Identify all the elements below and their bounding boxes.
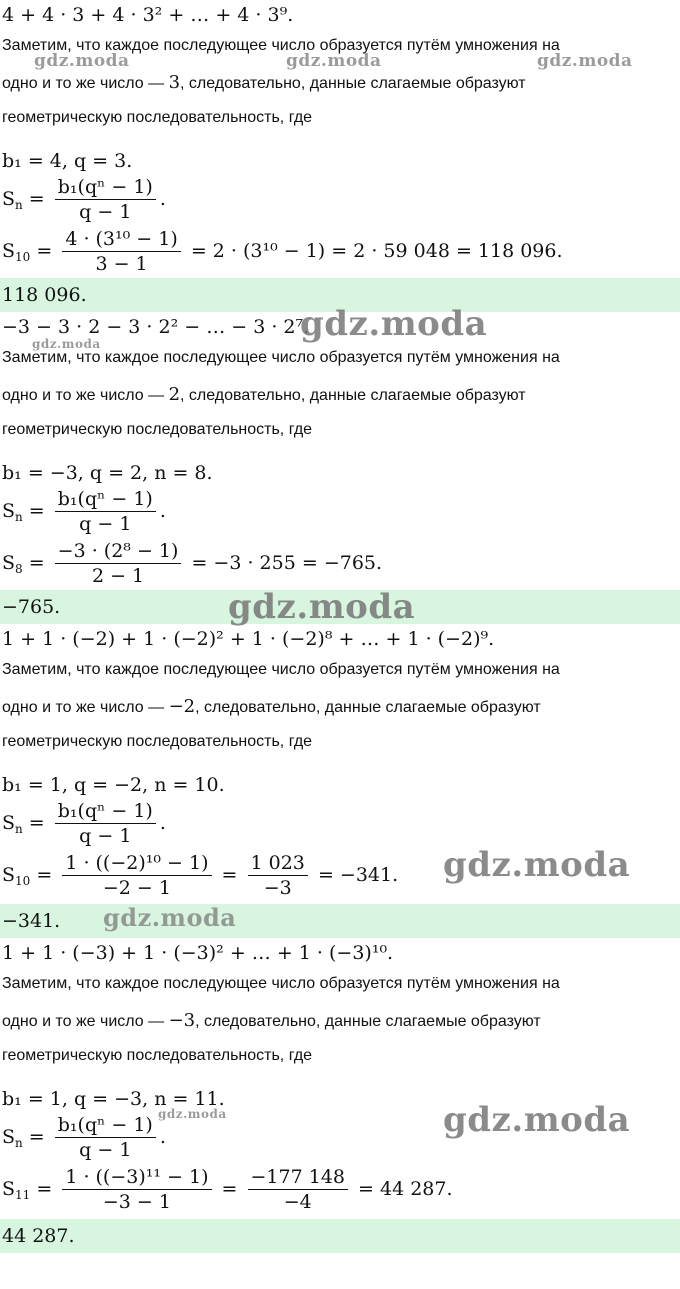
sum-sub: 10	[15, 250, 31, 264]
note-3-line3: геометрическую последовательность, где	[2, 733, 313, 750]
multiplier-1: 3	[168, 72, 181, 93]
watermark: gdz.moda	[158, 1107, 227, 1121]
formula-1: $S_n$ = $\frac{\text{b₁(qⁿ − 1)}}{q - 1}$ .	[2, 176, 166, 223]
note-1-line1: Заметим, что каждое последующее число образуется путём умножения на	[2, 37, 560, 54]
params-4: b₁ = 1, q = −3, n = 11.	[2, 1088, 225, 1110]
sum-numerator-simplified: −177 148	[248, 1168, 349, 1190]
sum-label: S	[2, 1178, 16, 1200]
formula-lhs-sub: n	[15, 510, 23, 524]
sum-denominator: 3 − 1	[95, 253, 148, 275]
params-3: b₁ = 1, q = −2, n = 10.	[2, 774, 225, 796]
watermark: gdz.moda	[300, 304, 488, 344]
formula-denominator: q − 1	[79, 1139, 132, 1161]
note-1-line3: геометрическую последовательность, где	[2, 109, 313, 126]
formula-denominator: q − 1	[79, 201, 132, 223]
formula-lhs-sub: n	[15, 198, 23, 212]
watermark: gdz.moda	[443, 1100, 631, 1140]
sum-fraction-simplified	[248, 1168, 349, 1212]
formula-lhs: S	[2, 188, 16, 210]
note-1-line2	[2, 74, 526, 92]
answer-band-3	[0, 904, 680, 938]
series-4: 1 + 1 · (−3) + 1 · (−3)² + … + 1 · (−3)¹⁰.	[2, 942, 394, 964]
sum-numerator: 1 · ((−2)¹⁰ − 1)	[62, 854, 211, 876]
sum-sub: 8	[15, 562, 23, 576]
sum-sub: 11	[15, 1188, 31, 1202]
sum-fraction-simplified	[248, 854, 308, 898]
watermark: gdz.moda	[32, 337, 101, 351]
series-1: 4 + 4 · 3 + 4 · 3² + … + 4 · 3⁹.	[2, 4, 294, 26]
answer-2: −765.	[2, 596, 61, 618]
sum-numerator-simplified: 1 023	[248, 854, 308, 876]
sum-4: $S_{11}$ = $\frac{\text{1 · ((−3)¹¹ − 1)}}{-3 - 1}$ = $\frac{-177 148}{-4}$ = 44 287.	[2, 1166, 453, 1213]
note-prefix: одно и то же число —	[2, 75, 169, 92]
formula-numerator: b₁(qⁿ − 1)	[55, 802, 156, 824]
sum-3: $S_{10}$ = $\frac{\text{1 · ((−2)¹⁰ − 1)}}{-2 - 1}$ = $\frac{1 023}{-3}$ = −341.	[2, 852, 399, 899]
sum-denominator-simplified: −4	[283, 1191, 312, 1213]
sum-denominator: 2 − 1	[91, 565, 145, 587]
note-4-line1: Заметим, что каждое последующее число образуется путём умножения на	[2, 975, 560, 992]
sum-label: S	[2, 864, 16, 886]
formula-lhs-sub: n	[15, 1136, 23, 1150]
formula-2: $S_n$ = $\frac{\text{b₁(qⁿ − 1)}}{q - 1}$ .	[2, 488, 166, 535]
multiplier-4: −3	[168, 1010, 196, 1031]
formula-fraction	[55, 802, 156, 846]
formula-4: $S_n$ = $\frac{\text{b₁(qⁿ − 1)}}{q - 1}$ .	[2, 1114, 166, 1161]
note-3-line2	[2, 698, 541, 716]
multiplier-2: 2	[168, 384, 181, 405]
note-suffix: , следовательно, данные слагаемые образуют	[180, 387, 526, 404]
answer-1: 118 096.	[2, 284, 87, 306]
watermark: gdz.moda	[286, 51, 382, 71]
note-prefix: одно и то же число —	[2, 1013, 169, 1030]
sum-tail: = −3 · 255 = −765.	[191, 552, 383, 574]
sum-numerator: 4 · (3¹⁰ − 1)	[62, 230, 180, 252]
note-4-line3: геометрическую последовательность, где	[2, 1047, 313, 1064]
formula-numerator: b₁(qⁿ − 1)	[55, 1116, 156, 1138]
formula-fraction	[55, 490, 156, 534]
params-1: b₁ = 4, q = 3.	[2, 150, 133, 172]
answer-4: 44 287.	[2, 1225, 75, 1247]
note-3-line1: Заметим, что каждое последующее число образуется путём умножения на	[2, 661, 560, 678]
sum-tail: = 44 287.	[358, 1178, 453, 1200]
sum-denominator-simplified: −3	[263, 877, 292, 899]
watermark: gdz.moda	[228, 587, 416, 627]
sum-sub: 10	[15, 874, 31, 888]
sum-fraction	[62, 854, 211, 898]
sum-2: $S_8$ = $\frac{\text{−3 · (2⁸ − 1)}}{2 - 1}$ = −3 · 255 = −765.	[2, 540, 383, 587]
sum-fraction	[62, 1168, 211, 1212]
series-2: −3 − 3 · 2 − 3 · 2² − … − 3 · 2⁷.	[2, 316, 310, 338]
note-4-line2	[2, 1012, 541, 1030]
watermark: gdz.moda	[443, 845, 631, 885]
formula-lhs: S	[2, 1126, 16, 1148]
formula-lhs: S	[2, 500, 16, 522]
note-suffix: , следовательно, данные слагаемые образуют	[195, 1013, 541, 1030]
sum-fraction	[55, 542, 182, 586]
answer-3: −341.	[2, 910, 61, 932]
sum-fraction	[62, 230, 180, 274]
sum-numerator: 1 · ((−3)¹¹ − 1)	[62, 1168, 211, 1190]
sum-numerator: −3 · (2⁸ − 1)	[55, 542, 182, 564]
sum-tail: = 2 · (3¹⁰ − 1) = 2 · 59 048 = 118 096.	[190, 240, 563, 262]
sum-1: $S_{10}$ = $\frac{\text{4 · (3¹⁰ − 1)}}{3 - 1}$ = 2 · (3¹⁰ − 1) = 2 · 59 048 = 118 096.	[2, 228, 563, 275]
answer-band-4	[0, 1219, 680, 1253]
sum-label: S	[2, 552, 16, 574]
note-prefix: одно и то же число —	[2, 387, 169, 404]
formula-lhs-sub: n	[15, 822, 23, 836]
formula-denominator: q − 1	[79, 513, 132, 535]
watermark: gdz.moda	[34, 51, 130, 71]
sum-label: S	[2, 240, 16, 262]
watermark: gdz.moda	[103, 903, 237, 932]
note-2-line2	[2, 386, 526, 404]
note-suffix: , следовательно, данные слагаемые образуют	[180, 75, 526, 92]
note-prefix: одно и то же число —	[2, 699, 169, 716]
formula-numerator: b₁(qⁿ − 1)	[55, 490, 156, 512]
sum-denominator: −3 − 1	[102, 1191, 171, 1213]
note-2-line1: Заметим, что каждое последующее число образуется путём умножения на	[2, 349, 560, 366]
series-3: 1 + 1 · (−2) + 1 · (−2)² + 1 · (−2)⁸ + … + 1 · (−2)⁹.	[2, 628, 495, 650]
formula-numerator: b₁(qⁿ − 1)	[55, 178, 156, 200]
formula-lhs: S	[2, 812, 16, 834]
sum-denominator: −2 − 1	[102, 877, 171, 899]
note-suffix: , следовательно, данные слагаемые образуют	[195, 699, 541, 716]
watermark: gdz.moda	[537, 51, 633, 71]
formula-denominator: q − 1	[79, 825, 132, 847]
formula-fraction	[55, 178, 156, 222]
sum-tail: = −341.	[317, 864, 399, 886]
formula-fraction	[55, 1116, 156, 1160]
params-2: b₁ = −3, q = 2, n = 8.	[2, 462, 213, 484]
multiplier-3: −2	[168, 696, 196, 717]
note-2-line3: геометрическую последовательность, где	[2, 421, 313, 438]
formula-3: $S_n$ = $\frac{\text{b₁(qⁿ − 1)}}{q - 1}$ .	[2, 800, 166, 847]
